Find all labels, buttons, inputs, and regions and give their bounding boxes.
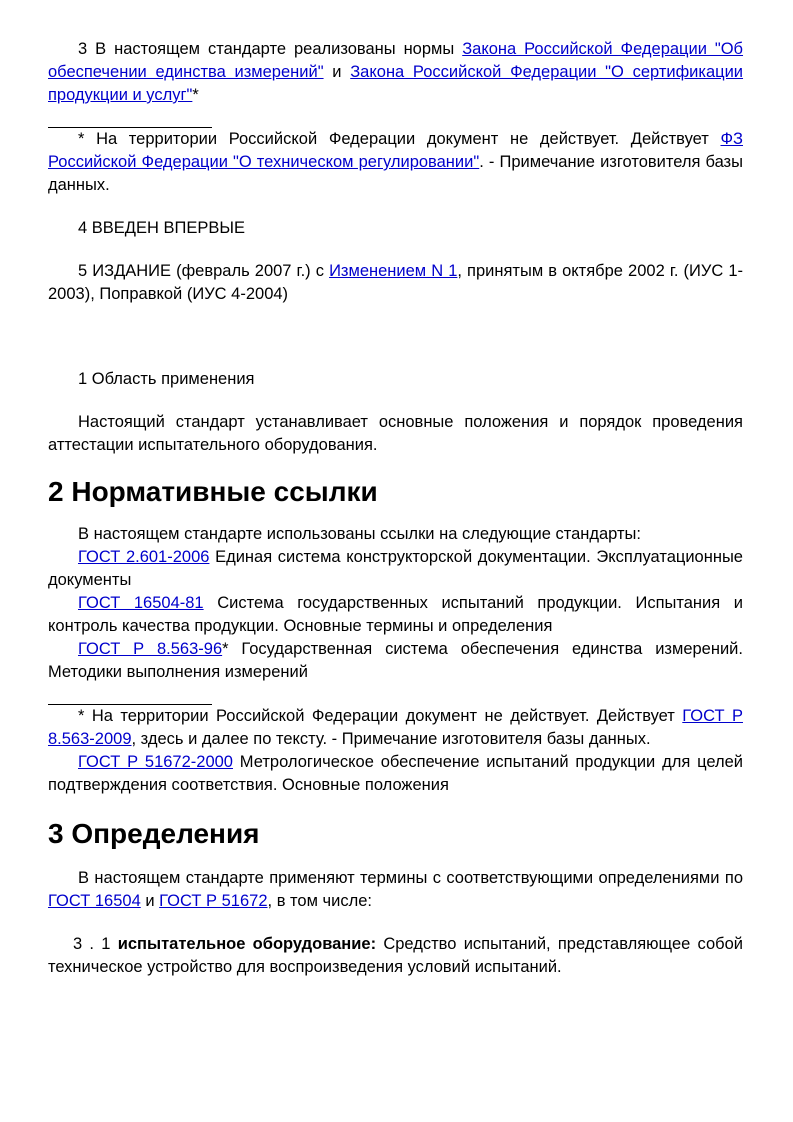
link-law-measurements[interactable]: Закона Российской Федерации "Об обеспечении единства измерений" [48, 40, 744, 81]
link-gost-r-8-563-2009[interactable]: ГОСТ Р 8.563-2009 [48, 707, 743, 748]
paragraph-4: 4 ВВЕДЕН ВПЕРВЫЕ [78, 219, 245, 237]
section-2-heading: 2 Нормативные ссылки [48, 476, 378, 507]
link-law-certification[interactable]: Закона Российской Федерации "О сертификации продукции и услуг" [48, 63, 744, 104]
conjunction-and: и [332, 63, 342, 81]
reference-title: Государственная система обеспечения единства измерений. Методики выполнения измерений [48, 640, 743, 681]
reference-item-2 [48, 592, 743, 638]
section-3-intro [48, 867, 743, 913]
link-gost-2-601[interactable]: ГОСТ 2.601-2006 [78, 548, 210, 566]
reference-item-3 [48, 638, 743, 684]
footnote-2-note: , здесь и далее по тексту. - Примечание изготовителя базы данных. [131, 730, 651, 748]
reference-title: Система государственных испытаний продукции. Испытания и контроль качества продукции. Основные термины и определения [48, 594, 743, 635]
paragraph-5-text: 5 ИЗДАНИЕ (февраль 2007 г.) с [78, 262, 324, 280]
paragraph-5 [48, 260, 743, 306]
link-gost-16504[interactable]: ГОСТ 16504 [48, 892, 141, 910]
paragraph-5-rest: , принятым в октябре 2002 г. (ИУС 1-2003), Поправкой (ИУС 4-2004) [48, 262, 744, 303]
footnote-star: * [192, 86, 199, 104]
link-fz-technical-regulation[interactable]: ФЗ Российской Федерации "О техническом регулировании" [48, 130, 743, 171]
document-page [48, 38, 743, 979]
reference-item-1 [48, 546, 743, 592]
link-amendment-1[interactable]: Изменением N 1 [329, 262, 458, 280]
footnote-1 [48, 128, 743, 197]
link-gost-r-51672[interactable]: ГОСТ Р 51672 [159, 892, 268, 910]
footnote-star: * [222, 640, 229, 658]
section-3-heading: 3 Определения [48, 818, 260, 849]
section-1-text: Настоящий стандарт устанавливает основные положения и порядок проведения аттестации испытательного оборудования. [48, 413, 743, 454]
footnote-1-note: . - Примечание изготовителя базы данных. [48, 153, 743, 194]
paragraph-3-number: 3 [78, 40, 88, 58]
link-gost-r-8-563-96[interactable]: ГОСТ Р 8.563-96 [78, 640, 223, 658]
reference-item-4 [48, 751, 743, 797]
definition-number: 3 . 1 [73, 935, 111, 953]
section-3-text: В настоящем стандарте применяют термины с соответствующими определениями по [78, 869, 743, 887]
paragraph-3-text: В настоящем стандарте реализованы нормы [95, 40, 455, 58]
definition-text: Средство испытаний, представляющее собой техническое устройство для воспроизведения условий испытаний. [48, 935, 743, 976]
reference-title: Единая система конструкторской документации. Эксплуатационные документы [48, 548, 743, 589]
section-3-text-end: , в том числе: [267, 892, 372, 910]
link-gost-r-51672-2000[interactable]: ГОСТ Р 51672-2000 [78, 753, 233, 771]
section-1-title: 1 Область применения [78, 370, 255, 388]
footnote-2 [48, 705, 743, 751]
reference-title: Метрологическое обеспечение испытаний продукции для целей подтверждения соответствия. Основные положения [48, 753, 743, 794]
definition-3-1 [48, 933, 743, 979]
link-gost-16504-81[interactable]: ГОСТ 16504-81 [78, 594, 204, 612]
conjunction-and: и [145, 892, 155, 910]
footnote-2-text: * На территории Российской Федерации документ не действует. Действует [78, 707, 675, 725]
footnote-1-text: * На территории Российской Федерации документ не действует. Действует [78, 130, 709, 148]
paragraph-3 [48, 38, 743, 107]
definition-term: испытательное оборудование: [117, 935, 377, 953]
section-2-intro: В настоящем стандарте использованы ссылки на следующие стандарты: [78, 525, 641, 543]
